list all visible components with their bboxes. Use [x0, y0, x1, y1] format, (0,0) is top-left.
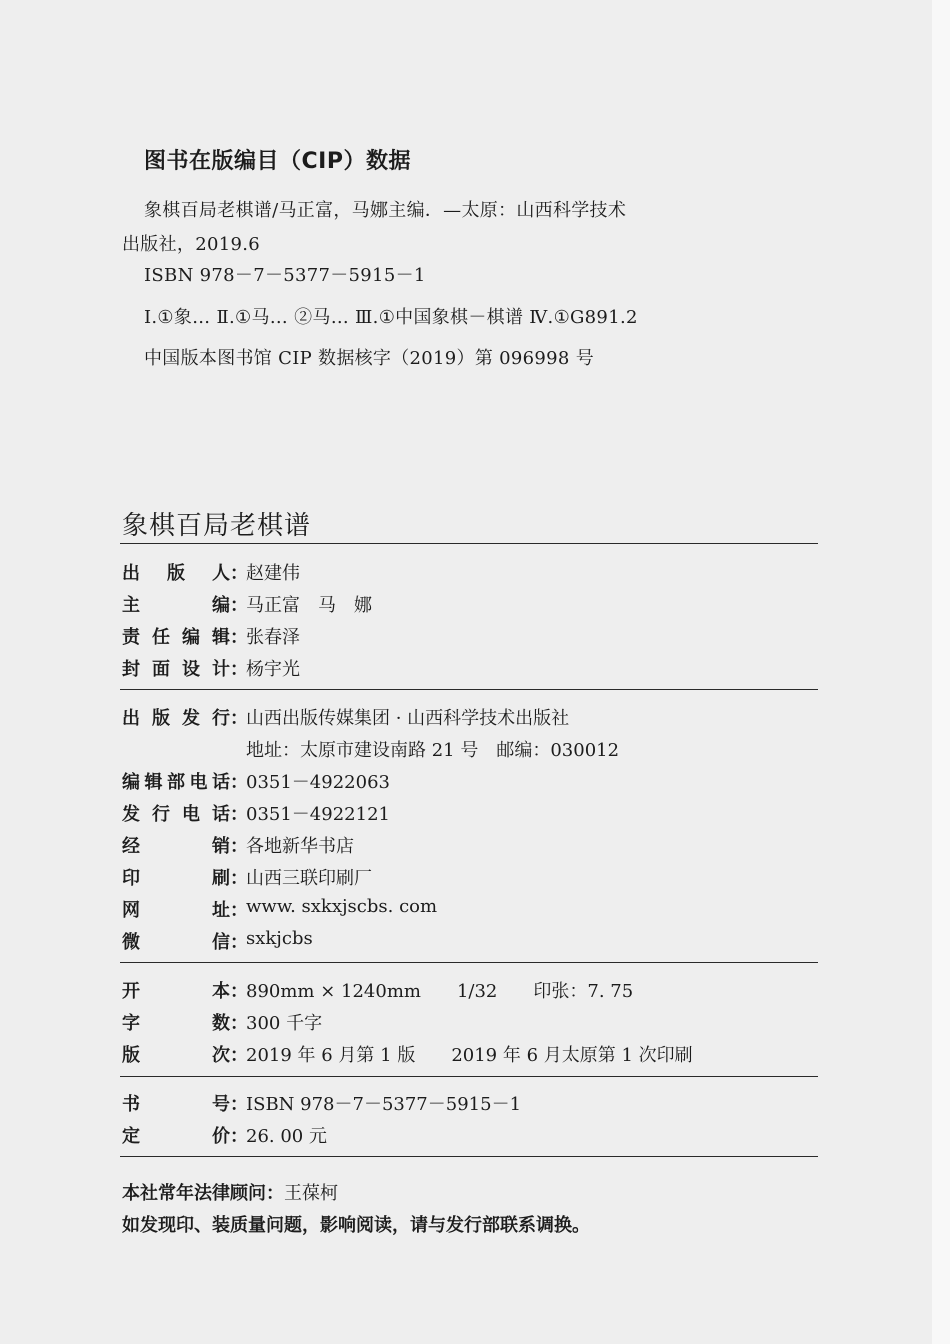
- divider: [120, 962, 818, 963]
- field-label: 开 本：: [122, 981, 248, 1002]
- field-value: 26. 00 元: [246, 1126, 327, 1147]
- field-value: 0351－4922121: [246, 804, 390, 825]
- book-title: 象棋百局老棋谱: [122, 511, 312, 541]
- field-value: 杨宇光: [246, 659, 300, 680]
- field-value: www. sxkxjscbs. com: [246, 896, 438, 917]
- field-label: 出 版 发 行：: [122, 708, 248, 729]
- field-label: 字 数：: [122, 1013, 248, 1034]
- field-label: 书 号：: [122, 1094, 248, 1115]
- field-value: 张春泽: [246, 627, 300, 648]
- field-label: 印 刷：: [122, 868, 248, 889]
- divider: [120, 543, 818, 544]
- field-value: 890mm × 1240mm 1/32 印张：7. 75: [246, 981, 634, 1002]
- divider: [120, 1156, 818, 1157]
- field-value: 赵建伟: [246, 563, 300, 584]
- field-label: 主 编：: [122, 595, 248, 616]
- field-label: 定 价：: [122, 1126, 248, 1147]
- legal-advisor-label: 本社常年法律顾问：: [122, 1183, 284, 1204]
- legal-advisor-name: 王葆柯: [284, 1183, 338, 1204]
- field-label: 封 面 设 计：: [122, 659, 248, 680]
- divider: [120, 689, 818, 690]
- field-value: 山西三联印刷厂: [246, 868, 372, 889]
- cip-line-1: 象棋百局老棋谱/马正富，马娜主编．—太原：山西科学技术: [144, 200, 627, 221]
- field-label: 版 次：: [122, 1045, 248, 1066]
- field-value: 马正富 马 娜: [246, 595, 372, 616]
- field-value: 山西出版传媒集团 · 山西科学技术出版社: [246, 708, 570, 729]
- cip-line-2: 出版社，2019.6: [122, 234, 260, 255]
- page-edge: [932, 0, 950, 1344]
- field-label: 经 销：: [122, 836, 248, 857]
- field-label: 微 信：: [122, 932, 248, 953]
- field-label: 责 任 编 辑：: [122, 627, 248, 648]
- field-label: 发 行 电 话：: [122, 804, 248, 825]
- field-value: 0351－4922063: [246, 772, 390, 793]
- divider: [120, 1076, 818, 1077]
- cip-classification: Ⅰ.①象… Ⅱ.①马… ②马… Ⅲ.①中国象棋－棋谱 Ⅳ.①G891.2: [144, 307, 638, 328]
- field-value: sxkjcbs: [246, 928, 313, 949]
- quality-notice: 如发现印、装质量问题，影响阅读，请与发行部联系调换。: [122, 1215, 590, 1236]
- legal-advisor: [122, 1179, 338, 1205]
- field-label: 出 版 人：: [122, 563, 248, 584]
- cip-heading: 图书在版编目（CIP）数据: [144, 149, 411, 174]
- field-value: 300 千字: [246, 1013, 323, 1034]
- field-value: 2019 年 6 月第 1 版 2019 年 6 月太原第 1 次印刷: [246, 1045, 693, 1066]
- cip-record-number: 中国版本图书馆 CIP 数据核字（2019）第 096998 号: [144, 348, 595, 369]
- publisher-address: 地址：太原市建设南路 21 号 邮编：030012: [246, 740, 620, 761]
- field-label: 网 址：: [122, 900, 248, 921]
- field-value: ISBN 978－7－5377－5915－1: [246, 1094, 522, 1115]
- cip-isbn: ISBN 978－7－5377－5915－1: [144, 265, 426, 286]
- field-label: 编 辑 部 电 话：: [122, 772, 248, 793]
- field-value: 各地新华书店: [246, 836, 354, 857]
